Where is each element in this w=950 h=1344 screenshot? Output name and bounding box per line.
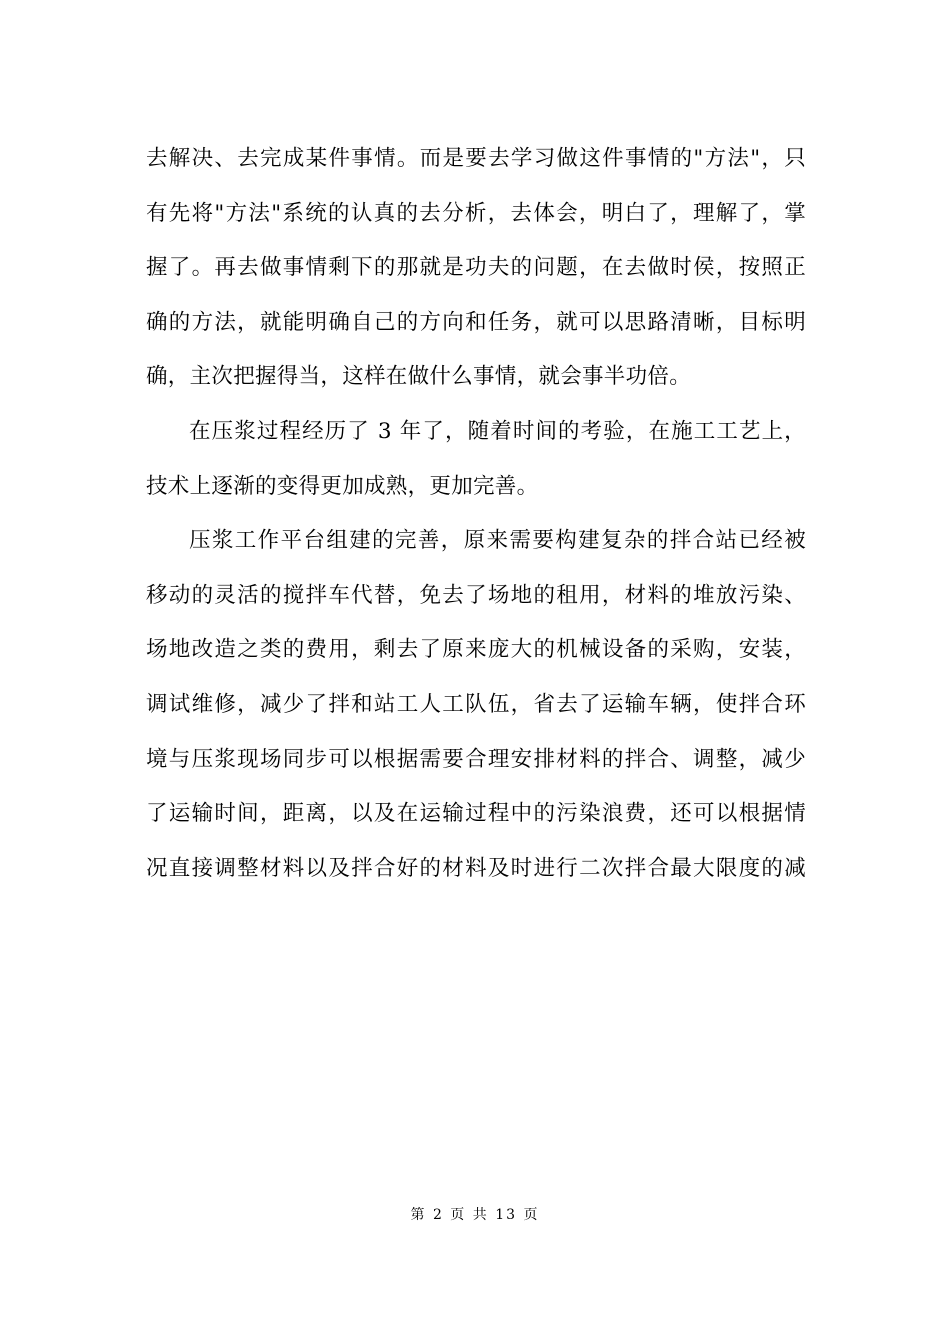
- text-line: 压浆工作平台组建的完善，原来需要构建复杂的拌合站已经被: [189, 528, 806, 554]
- page-footer: 第 2 页 共 13 页: [410, 1207, 540, 1223]
- text-line: 确的方法，就能明确自己的方向和任务，就可以思路清晰，目标明: [146, 309, 806, 335]
- text-line: 了运输时间，距离，以及在运输过程中的污染浪费，还可以根据情: [146, 801, 806, 827]
- text-line: 境与压浆现场同步可以根据需要合理安排材料的拌合、调整，减少: [146, 746, 806, 772]
- text-line: 去解决、去完成某件事情。而是要去学习做这件事情的"方法"，只: [146, 146, 806, 171]
- text-line: 在压浆过程经历了 3 年了，随着时间的考验，在施工工艺上，: [189, 418, 806, 444]
- body-text: [146, 132, 806, 896]
- text-line: 技术上逐渐的变得更加成熟，更加完善。: [146, 473, 539, 499]
- text-line: 确，主次把握得当，这样在做什么事情，就会事半功倍。: [146, 364, 692, 390]
- text-line: 调试维修，减少了拌和站工人工队伍，省去了运输车辆，使拌合环: [146, 691, 806, 717]
- text-line: 场地改造之类的费用，剩去了原来庞大的机械设备的采购，安装，: [146, 637, 806, 663]
- text-line: 握了。再去做事情剩下的那就是功夫的问题，在去做时侯，按照正: [146, 255, 806, 281]
- text-line: 况直接调整材料以及拌合好的材料及时进行二次拌合最大限度的减: [146, 855, 806, 881]
- text-line: 移动的灵活的搅拌车代替，免去了场地的租用，材料的堆放污染、: [146, 582, 806, 608]
- text-line: 有先将"方法"系统的认真的去分析，去体会，明白了，理解了，掌: [146, 200, 806, 226]
